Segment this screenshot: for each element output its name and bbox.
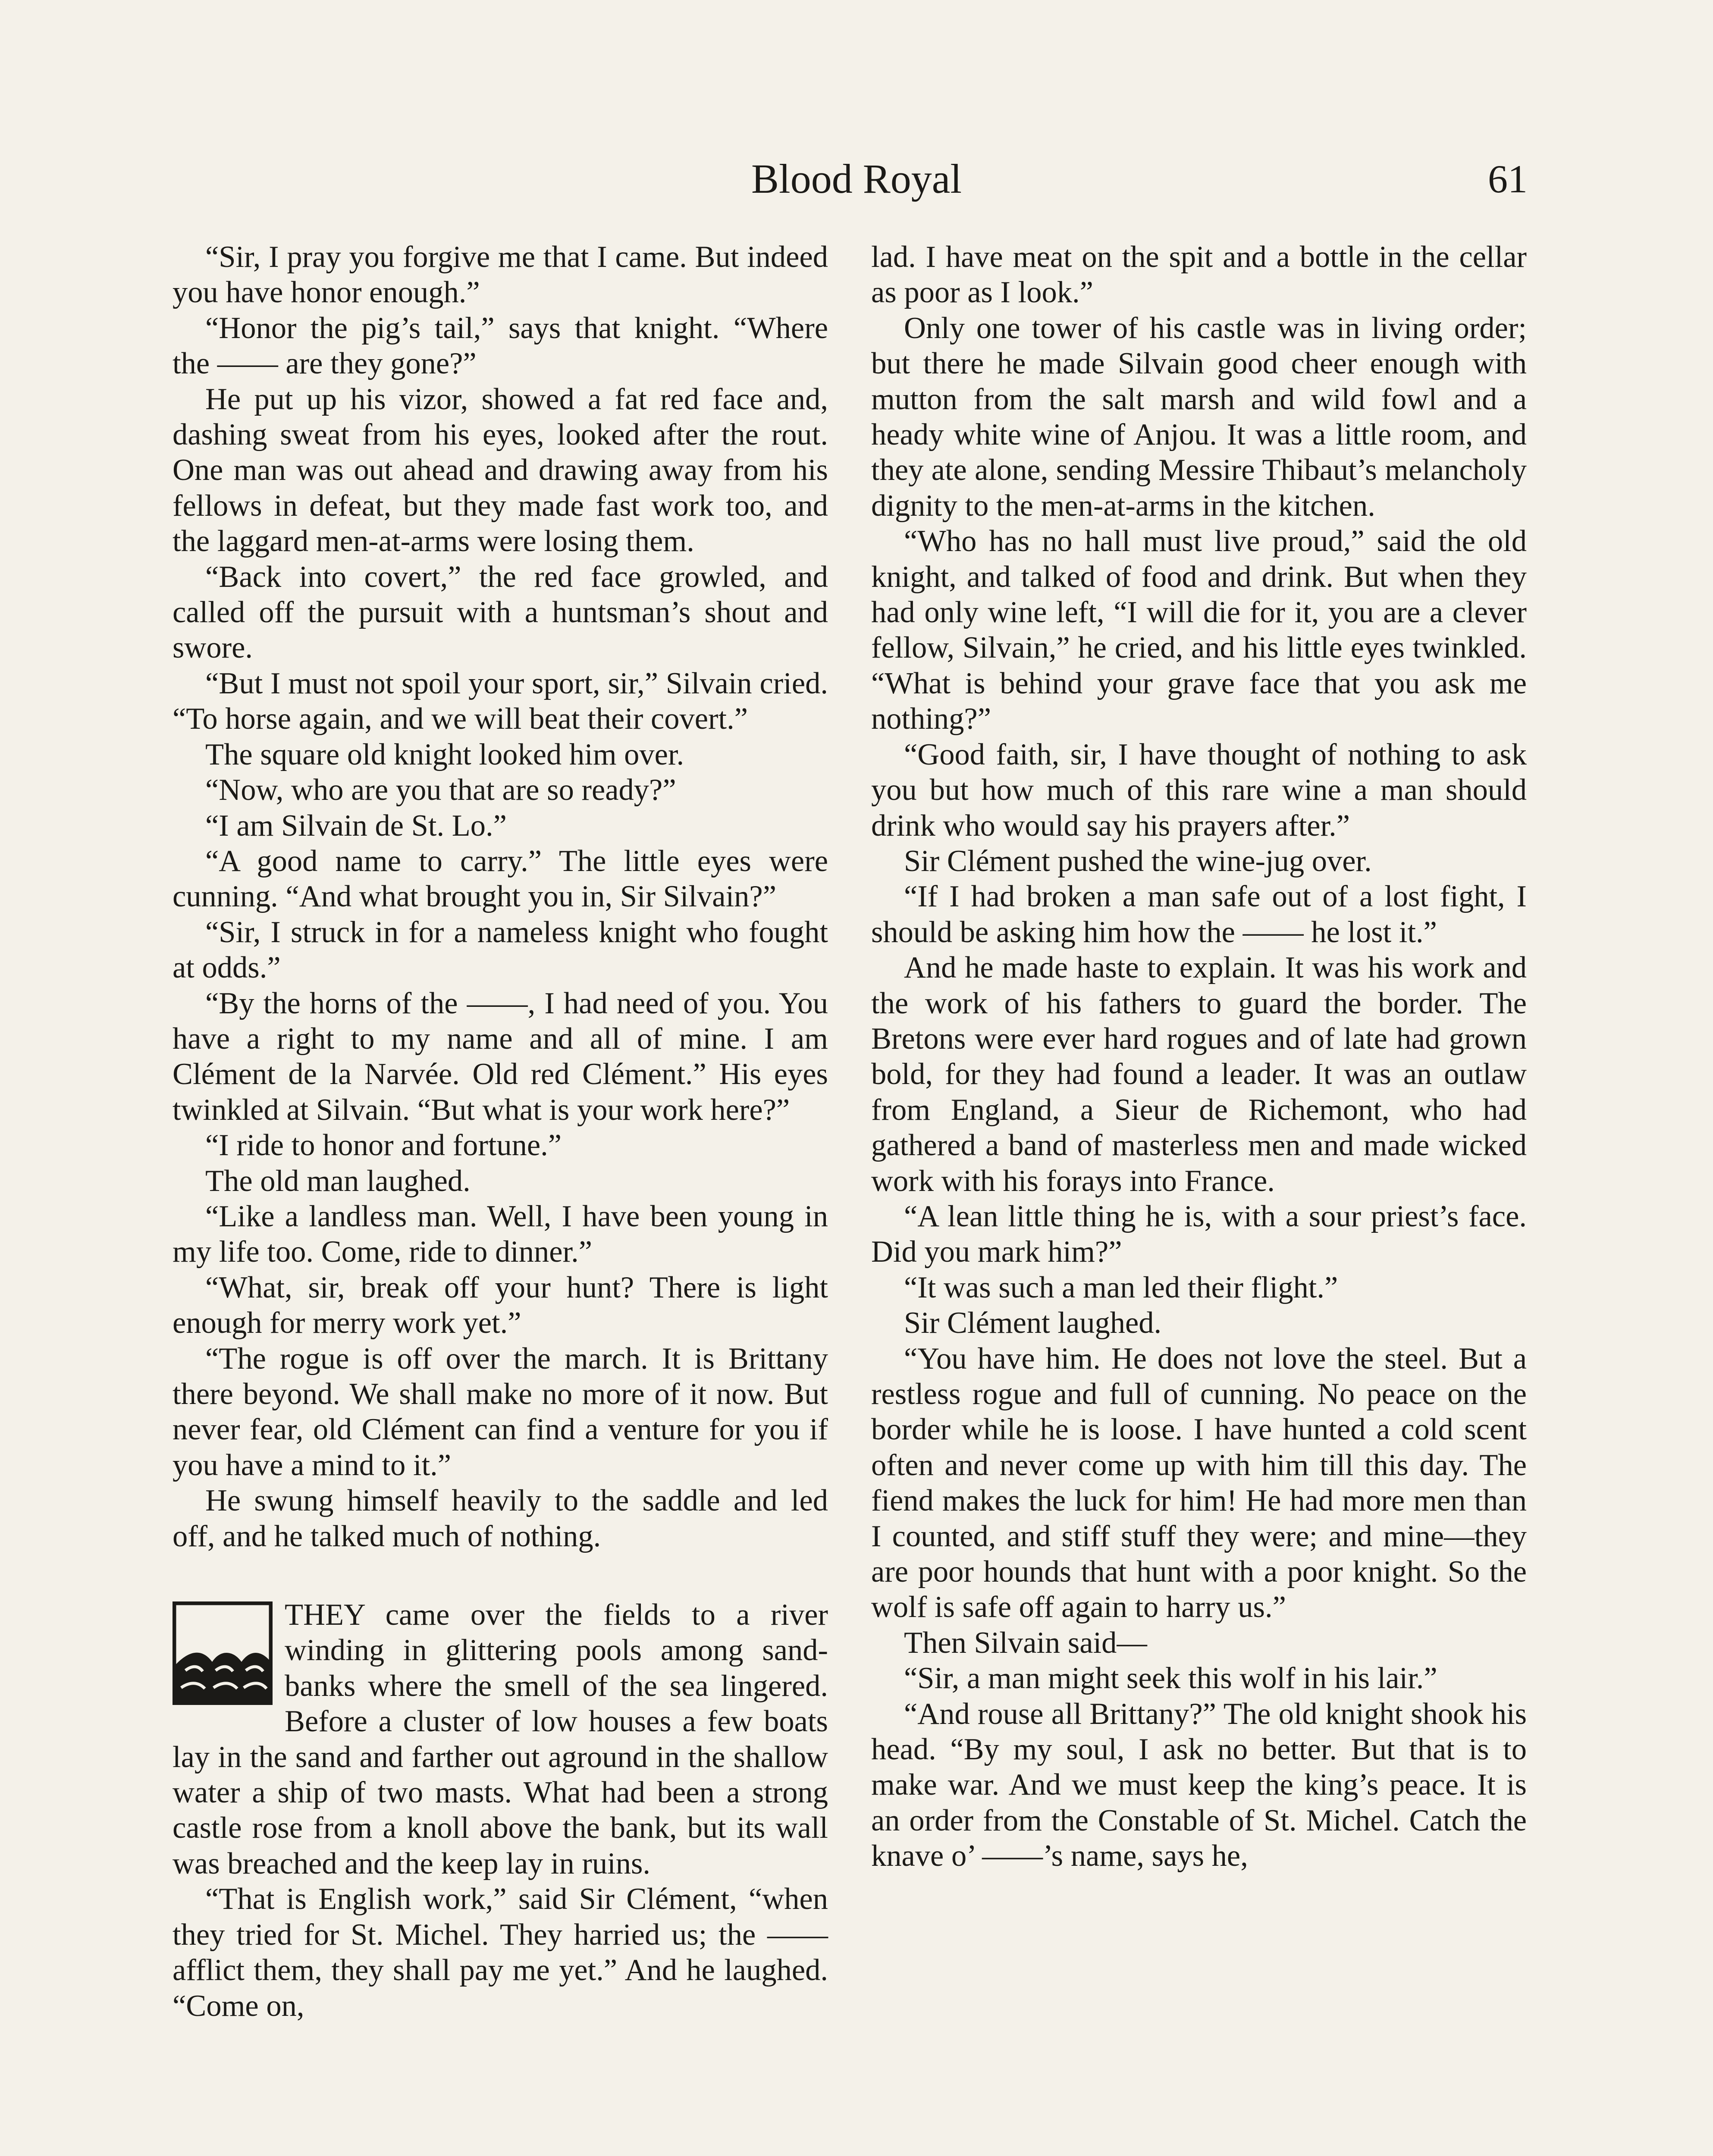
paragraph: “Who has no hall must live proud,” said the old knight, and talked of food and drink. But when they had only wine left, “I will die for it, you are a clever fellow, Silvain,” he cried, and his little eyes twinkled. “What is behind your grave face that you ask me nothing?” <box>871 524 1527 736</box>
paragraph: Then Silvain said— <box>904 1626 1147 1660</box>
paragraph: THEY came over the fields to a river winding in glittering pools among sand-banks where the smell of the sea lingered. Before a cluster of low houses a few boats lay in the sand and farther out aground in the shallow water a ship of two masts. What had been a strong castle rose from a knoll above the bank, but its wall was breached and the keep lay in ruins. <box>173 1598 828 1880</box>
paragraph: “The rogue is off over the march. It is Brittany there beyond. We shall make no more of it now. But never fear, old Clément can find a venture for you if you have a mind to it.” <box>173 1341 828 1482</box>
paragraph: “You have him. He does not love the steel. But a restless rogue and full of cunning. No peace on the border while he is loose. I have hunted a cold scent often and never come up with him till this day. The fiend makes the luck for him! He had more men than I counted, and stiff stuff they were; and mine—they are poor hounds that hunt with a poor knight. So the wolf is safe off again to harry us.” <box>871 1341 1527 1624</box>
paragraph: “I am Silvain de St. Lo.” <box>205 808 507 843</box>
paragraph: “By the horns of the ——, I had need of you. You have a right to my name and all of mine. I am Clément de la Narvée. Old red Clément.” His eyes twinkled at Silvain. “But what is your work here?” <box>173 986 828 1127</box>
paragraph: “I ride to honor and fortune.” <box>205 1128 562 1163</box>
right-column <box>871 239 1527 1874</box>
paragraph: “And rouse all Brittany?” The old knight shook his head. “By my soul, I ask no better. But that is to make war. And we must keep the king’s peace. It is an order from the Constable of St. Michel. Catch the knave o’ ——’s name, says he, <box>871 1697 1527 1873</box>
paragraph: Sir Clément laughed. <box>904 1306 1162 1340</box>
paragraph: “What, sir, break off your hunt? There is light enough for merry work yet.” <box>173 1270 828 1340</box>
paragraph: He put up his vizor, showed a fat red face and, dashing sweat from his eyes, looked after the rout. One man was out ahead and drawing away from his fellows in defeat, but they made fast work too, and the laggard men-at-arms were losing them. <box>173 382 828 558</box>
paragraph: “But I must not spoil your sport, sir,” Silvain cried. “To horse again, and we will beat their covert.” <box>173 666 828 736</box>
paragraph: The square old knight looked him over. <box>205 737 684 771</box>
paragraph: “If I had broken a man safe out of a lost fight, I should be asking him how the —— he lost it.” <box>871 880 1527 949</box>
page-number: 61 <box>1488 157 1528 201</box>
paragraph: “Like a landless man. Well, I have been young in my life too. Come, ride to dinner.” <box>173 1199 828 1269</box>
paragraph: lad. I have meat on the spit and a bottle in the cellar as poor as I look.” <box>871 240 1527 310</box>
wave-ornament-icon <box>173 1601 273 1705</box>
paragraph: “A good name to carry.” The little eyes were cunning. “And what brought you in, Sir Silvain?” <box>173 844 828 914</box>
paragraph: “Now, who are you that are so ready?” <box>205 773 676 807</box>
paragraph: “Back into covert,” the red face growled, and called off the pursuit with a huntsman’s shout and swore. <box>173 560 828 665</box>
paragraph: “Sir, a man might seek this wolf in his lair.” <box>904 1661 1437 1695</box>
running-title: Blood Royal <box>751 156 962 202</box>
paragraph: Sir Clément pushed the wine-jug over. <box>904 844 1372 878</box>
section-opening <box>173 1597 828 1881</box>
paragraph: “Sir, I struck in for a nameless knight who fought at odds.” <box>173 915 828 985</box>
paragraph: “Good faith, sir, I have thought of nothing to ask you but how much of this rare wine a man should drink who would say his prayers after.” <box>871 737 1527 843</box>
left-column <box>173 239 828 2024</box>
paragraph: “A lean little thing he is, with a sour priest’s face. Did you mark him?” <box>871 1199 1527 1269</box>
paragraph: The old man laughed. <box>205 1164 471 1198</box>
paragraph: “That is English work,” said Sir Clément, “when they tried for St. Michel. They harried us; the —— afflict them, they shall pay me yet.” And he laughed. “Come on, <box>173 1882 828 2023</box>
paragraph: “Sir, I pray you forgive me that I came. But indeed you have honor enough.” <box>173 240 828 310</box>
paragraph: He swung himself heavily to the saddle and led off, and he talked much of nothing. <box>173 1484 828 1553</box>
paragraph: And he made haste to explain. It was his work and the work of his fathers to guard the border. The Bretons were ever hard rogues and of late had grown bold, for they had found a leader. It was an outlaw from England, a Sieur de Richemont, who had gathered a band of masterless men and made wicked work with his forays into France. <box>871 951 1527 1198</box>
paragraph: “Honor the pig’s tail,” says that knight. “Where the —— are they gone?” <box>173 311 828 381</box>
paragraph: Only one tower of his castle was in living order; but there he made Silvain good cheer enough with mutton from the salt marsh and wild fowl and a heady white wine of Anjou. It was a little room, and they ate alone, sending Messire Thibaut’s melancholy dignity to the men-at-arms in the kitchen. <box>871 311 1527 523</box>
paragraph: “It was such a man led their flight.” <box>904 1270 1338 1304</box>
